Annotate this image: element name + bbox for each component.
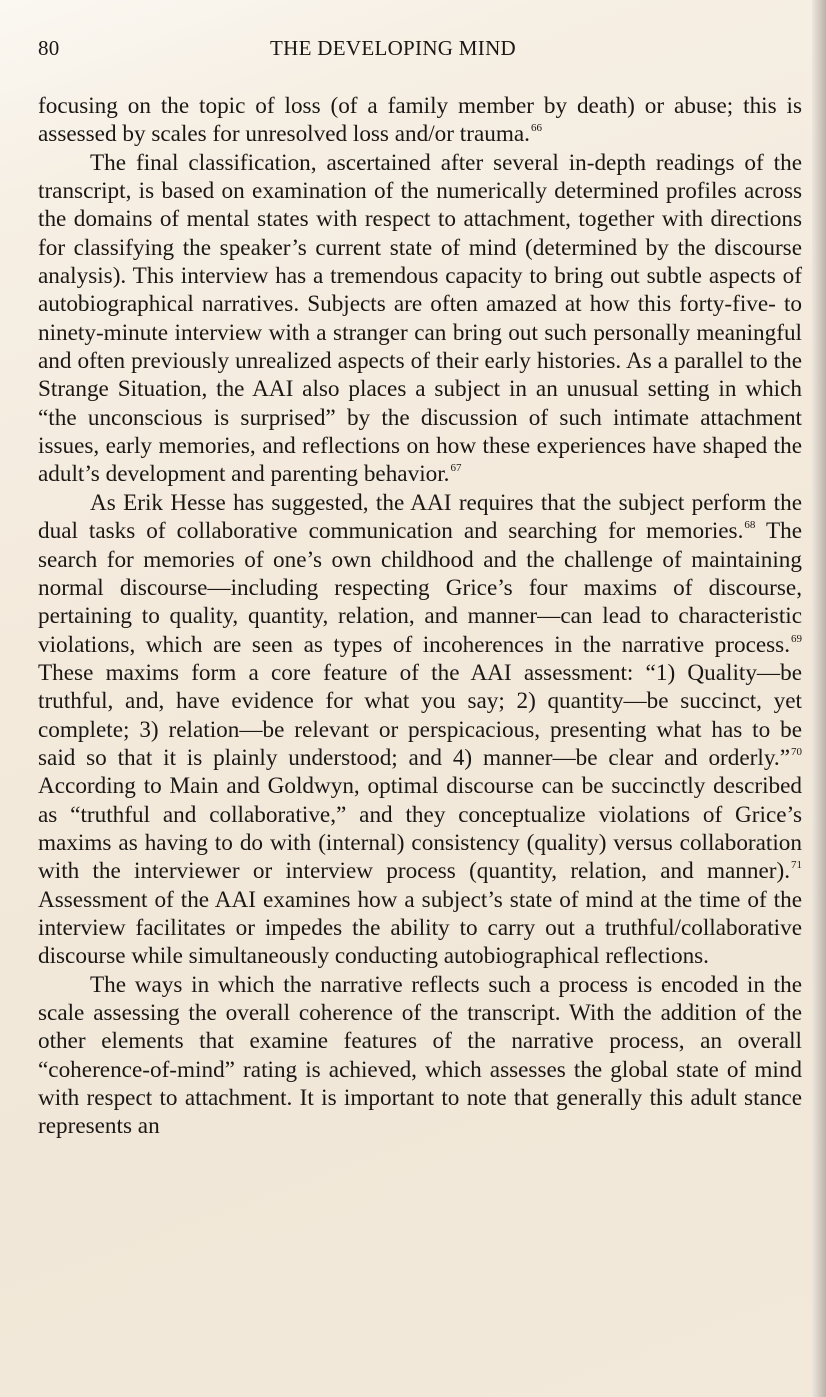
footnote-marker: 67 xyxy=(450,462,462,475)
footnote-marker: 71 xyxy=(791,859,802,872)
footnote-marker: 70 xyxy=(791,745,802,758)
paragraph-text: According to Main and Goldwyn, optimal discourse can be succinctly described as “truthful and collaborative,” and they conceptualize violations of Grice’s maxims as having to do with (internal) consistency (quality) versus collaboration with the interviewer or interview process (quantity, relation, and manner). xyxy=(38,773,802,885)
page-header xyxy=(38,36,778,66)
paragraph xyxy=(38,971,802,1141)
paragraph xyxy=(38,489,802,971)
page-edge-shadow xyxy=(812,0,826,1397)
paragraph xyxy=(38,149,802,489)
paragraph-text: The search for memories of one’s own childhood and the challenge of maintaining normal discourse—including respecting Grice’s four maxims of discourse, pertaining to quality, quantity, relation, and manner—can lead to characteristic violations, which are seen as types of incoherences in the narrative process. xyxy=(38,518,802,658)
body-text xyxy=(38,92,802,1141)
footnote-marker: 66 xyxy=(530,122,542,135)
paragraph-text: The ways in which the narrative reflects such a process is encoded in the scale assessing the overall coherence of the transcript. With the addition of the other elements that examine features of the narrative process, an overall “coherence-of-mind” rating is achieved, which assesses the global state of mind with respect to attachment. It is important to note that generally this adult stance represents an xyxy=(38,971,802,1140)
footnote-marker: 68 xyxy=(744,519,756,532)
paragraph-text: These maxims form a core feature of the AAI assessment: “1) Quality—be truthful, and, have evidence for what you say; 2) quantity—be succinct, yet complete; 3) relation—be relevant or perspicacious, presenting what has to be said so that it is plainly understood; and 4) manner—be clear and orderly.” xyxy=(38,659,802,771)
paragraph-text: The final classification, ascertained after several in-depth readings of the transcript, is based on examination of the numerically determined profiles across the domains of mental states with respect to attachment, together with directions for classifying the speaker’s current state of mind (determined by the discourse analysis). This interview has a tremendous capacity to bring out subtle aspects of autobiographical narratives. Subjects are often amazed at how this forty-five- to ninety-minute interview with a stranger can bring out such personally meaningful and often previously unrealized aspects of their early histories. As a parallel to the Strange Situation, the AAI also places a subject in an unusual setting in which “the unconscious is surprised” by the discussion of such intimate attachment issues, early memories, and reflections on how these experiences have shaped the adult’s development and parenting behavior. xyxy=(38,149,802,488)
paragraph-text: As Erik Hesse has suggested, the AAI requires that the subject perform the dual tasks of collaborative communication and searching for memories. xyxy=(38,489,802,545)
paragraph-text: focusing on the topic of loss (of a family member by death) or abuse; this is assessed by scales for unresolved loss and/or trauma. xyxy=(38,93,802,148)
footnote-marker: 69 xyxy=(791,632,802,645)
page-number: 80 xyxy=(38,36,60,60)
paragraph xyxy=(38,92,802,149)
paragraph-text: Assessment of the AAI examines how a subject’s state of mind at the time of the interview facilitates or impedes the ability to carry out a truthful/collaborative discourse while simultaneously conducting autobiographical reflections. xyxy=(38,886,802,970)
running-head: THE DEVELOPING MIND xyxy=(270,36,517,60)
